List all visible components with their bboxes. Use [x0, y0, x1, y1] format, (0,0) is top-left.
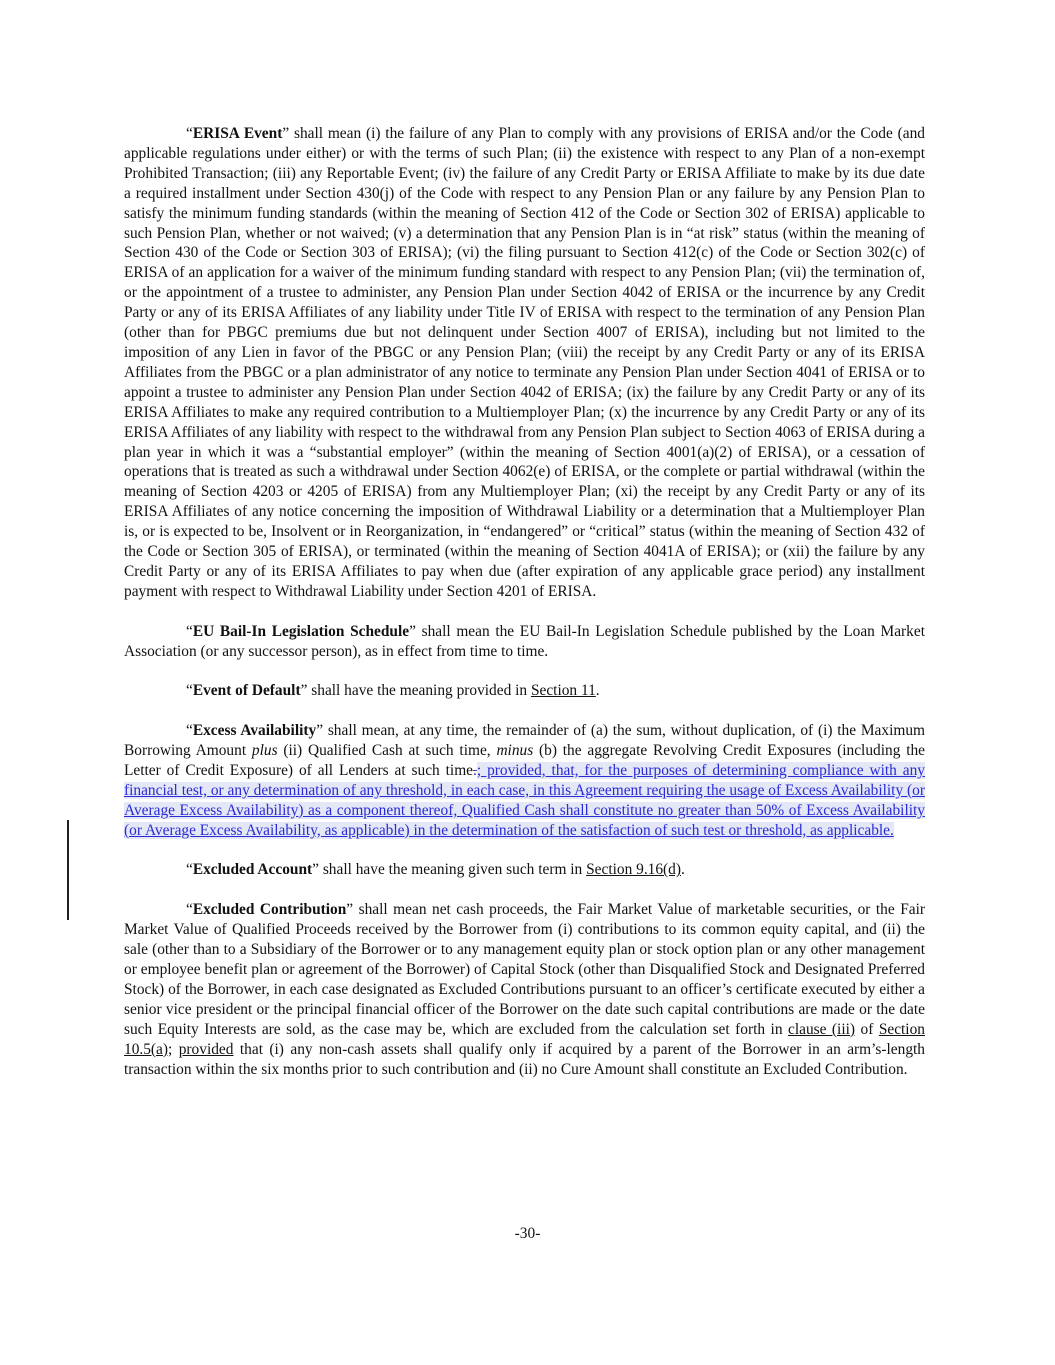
defined-term: ERISA Event — [192, 125, 283, 142]
definition-eu-bail-in — [124, 622, 925, 662]
definition-body: ” shall mean the EU Bail-In Legislation Schedule published by the Loan Market Association (or any successor person), as in effect from time to time. — [124, 622, 925, 660]
definition-body: ” shall mean net cash proceeds, the Fair Market Value of marketable securities, or the Fair Market Value of Qualified Proceeds received by the Borrower from (i) contributions to its common equity capital, and (ii) the sale (other than to a Subsidiary of the Borrower or to any management equity plan or stock option plan or any other management or employee benefit plan or agreement of the Borrower) of Capital Stock (other than Disqualified Stock and Designated Preferred Stock) of the Borrower, in each case designated as Excluded Contributions pursuant to an officer’s certificate executed by either a senior vice president or the principal financial officer of the Borrower on the date such capital contributions are made or the date such Equity Interests are sold, as the case may be, which are excluded from the calculation set forth in — [124, 901, 925, 1038]
definition-body: ” shall mean (i) the failure of any Plan to comply with any provisions of ERISA and/or the Code (and applicable regulations under either) or with the terms of such Plan; (ii) the existence with respect to any Plan of a non-exempt Prohibited Transaction; (iii) any Reportable Event; (iv) the failure of any Credit Party or ERISA Affiliate to make by its due date a required installment under Section 430(j) of the Code with respect to any Pension Plan or any failure by any Pension Plan to satisfy the minimum funding standards (within the meaning of Section 412 of the Code or Section 302 of ERISA) applicable to such Pension Plan, whether or not waived; (v) a determination that any Pension Plan is in “at risk” status (within the meaning of Section 430 of the Code or Section 303 of ERISA); (vi) the filing pursuant to Section 412(c) of the Code or Section 302(c) of ERISA of an application for a waiver of the minimum funding standard with respect to any Pension Plan; (vii) the termination of, or the appointment of a trustee to administer, any Pension Plan under Section 4042 of ERISA or the incurrence by any Credit Party or any of its ERISA Affiliates of any liability under Title IV of ERISA with respect to the termination of any Pension Plan (other than for PBGC premiums due but not delinquent under Section 4007 of ERISA), including but not limited to the imposition of any Lien in favor of the PBGC or any Pension Plan; (viii) the receipt by any Credit Party or any of its ERISA Affiliates from the PBGC or a plan administrator of any notice to terminate any Pension Plan under Section 4041 of ERISA or to appoint a trustee to administer any Pension Plan under Section 4042 of ERISA; (ix) the failure by any Credit Party or any of its ERISA Affiliates to make any required contribution to a Multiemployer Plan; (x) the incurrence by any Credit Party or any of its ERISA Affiliates of any liability with respect to the withdrawal from any Pension Plan subject to Section 4063 of ERISA during a plan year in which it was a “substantial employer” (within the meaning of Section 4001(a)(2) of ERISA), or a cessation of operations that is treated as such a withdrawal under Section 4062(e) of ERISA, or the complete or partial withdrawal (within the meaning of Section 4203 or 4205 of ERISA) from any Multiemployer Plan; (xi) the receipt by any Credit Party or any of its ERISA Affiliates of any notice concerning the imposition of Withdrawal Liability or a determination that a Multiemployer Plan is, or is expected to be, Insolvent or in Reorganization, in “endangered” or “critical” status (within the meaning of Section 432 of the Code or Section 305 of ERISA), or terminated (within the meaning of Section 4041A of ERISA); or (xii) the failure by any Credit Party or any of its ERISA Affiliates to pay when due (after expiration of any applicable grace period) any installment payment with respect to Withdrawal Liability under Section 4201 of ERISA. — [124, 125, 925, 600]
provided-term: provided — [178, 1040, 234, 1058]
defined-term: Event of Default — [192, 682, 301, 700]
italic-minus: minus — [496, 742, 534, 760]
defined-term: Excess Availability — [192, 722, 317, 740]
inserted-text: ; provided, that, for the purposes of determining compliance with any financial test, or any determination of any threshold, in each case, in this Agreement requiring the usage of Excess Availability (or Average Excess Availability) as a component thereof, Qualified Cash shall constitute no greater than 50% of Excess Availability (or Average Excess Availability, as applicable) in the determination of the satisfaction of such test or threshold, as applicable. — [124, 761, 926, 839]
open-quote: “ — [186, 861, 193, 879]
section-reference: Section 10.5(a) — [124, 1020, 925, 1058]
open-quote: “ — [186, 622, 193, 640]
definition-body: ” shall have the meaning given such term in — [312, 861, 587, 879]
definition-body: that (i) any non-cash assets shall qualify only if acquired by a parent of the Borrower in an arm’s-length transaction within the six months prior to such contribution and (ii) no Cure Amount shall constitute an Excluded Contribution. — [124, 1040, 925, 1078]
definition-event-of-default — [124, 681, 925, 701]
definition-body: ” shall have the meaning provided in — [300, 682, 531, 700]
open-quote: “ — [186, 722, 193, 740]
definition-body-end: . — [595, 682, 600, 700]
open-quote: “ — [186, 682, 193, 700]
definition-body: of — [855, 1020, 879, 1038]
clause-reference: clause (iii) — [788, 1020, 856, 1038]
deleted-text: . — [473, 761, 477, 779]
definition-body: ; — [168, 1040, 179, 1058]
definition-body: (b) the aggregate Revolving Credit Exposures (including the Letter of Credit Exposure) of all Lenders at such time — [124, 742, 925, 779]
revision-change-bar — [67, 820, 69, 920]
defined-term: Excluded Account — [192, 861, 313, 879]
document-page — [124, 124, 925, 1099]
definition-erisa-event — [124, 124, 925, 602]
section-reference: Section 9.16(d) — [586, 861, 682, 879]
open-quote: “ — [186, 125, 193, 142]
page-number: -30- — [514, 1225, 541, 1242]
definition-body-end: . — [681, 861, 685, 879]
definition-excluded-account — [124, 860, 925, 880]
defined-term: Excluded Contribution — [192, 901, 347, 919]
section-reference: Section 11 — [530, 682, 596, 700]
defined-term: EU Bail-In Legislation Schedule — [192, 622, 410, 640]
definition-excess-availability — [124, 721, 925, 840]
open-quote: “ — [186, 901, 193, 919]
definition-body: (ii) Qualified Cash at such time, — [277, 742, 497, 760]
definition-body: ” shall mean, at any time, the remainder of (a) the sum, without duplication, of (i) the Maximum Borrowing Amount — [124, 722, 925, 760]
definition-excluded-contribution — [124, 900, 925, 1079]
italic-plus: plus — [251, 742, 278, 760]
